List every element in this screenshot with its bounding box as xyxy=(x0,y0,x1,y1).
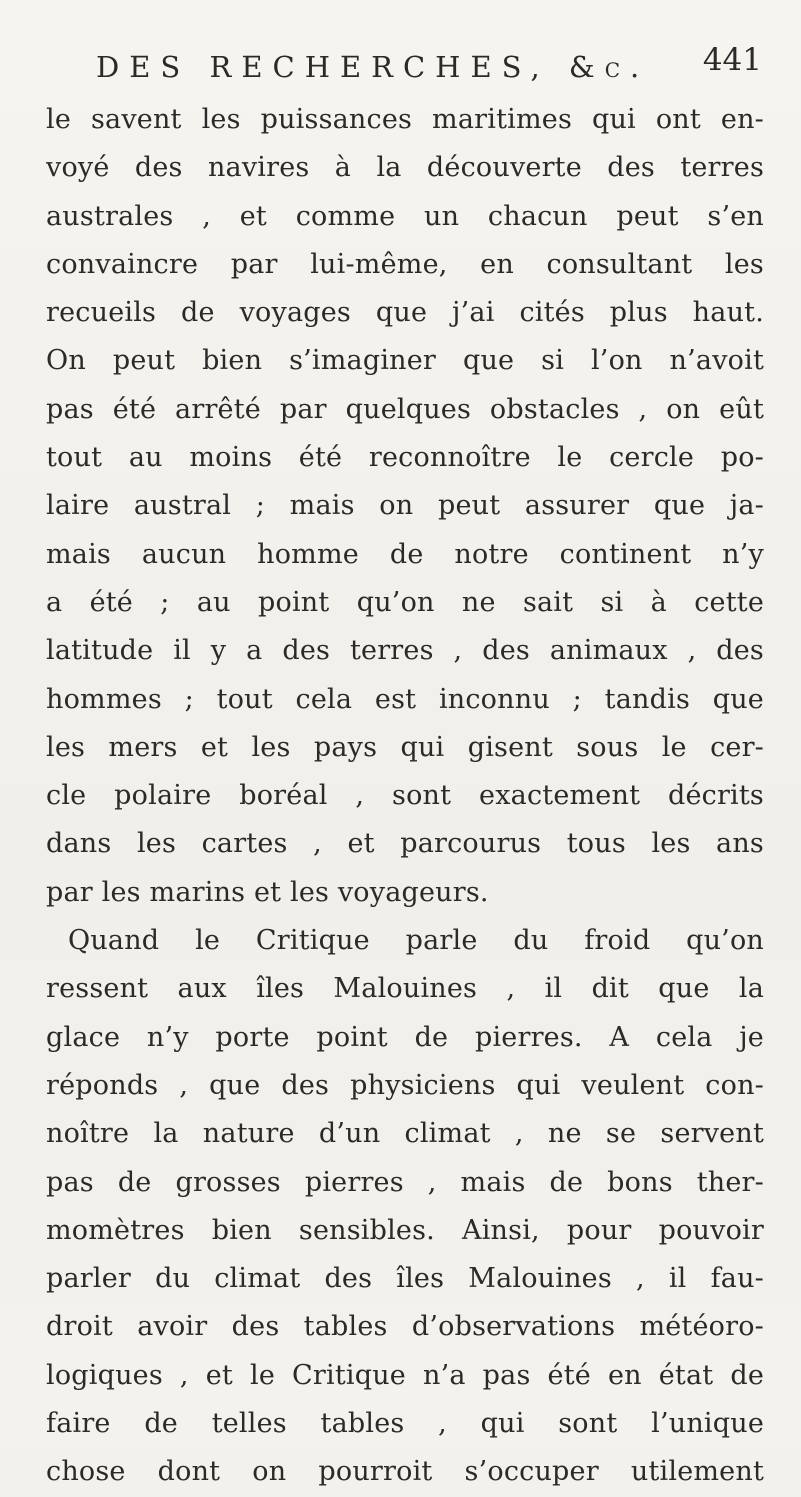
text-line: glace n’y porte point de pierres. A cela je xyxy=(46,1021,764,1053)
text-line: cle polaire boréal , sont exactement décrits xyxy=(46,780,764,812)
text-line: a été ; au point qu’on ne sait si à cette xyxy=(46,586,764,618)
text-line: convaincre par lui-même, en consultant les xyxy=(46,248,764,280)
text-line: mais aucun homme de notre continent n’y xyxy=(46,538,764,570)
running-head-title: DES RECHERCHES, &c. xyxy=(96,50,650,84)
paragraph-start-line: Quand le Critique parle du froid qu’on xyxy=(68,925,764,957)
text-line: latitude il y a des terres , des animaux , des xyxy=(46,635,764,667)
text-line: On peut bien s’imaginer que si l’on n’avoit xyxy=(46,345,764,377)
text-line: le savent les puissances maritimes qui ont en- xyxy=(46,104,764,135)
text-line: parler du climat des îles Malouines , il fau- xyxy=(46,1263,764,1295)
text-line: pas de grosses pierres , mais de bons ther- xyxy=(46,1166,764,1198)
text-line: chose dont on pourroit s’occuper utilement xyxy=(46,1456,764,1488)
text-line: réponds , que des physiciens qui veulent con- xyxy=(46,1069,764,1101)
body-text xyxy=(46,96,764,1497)
text-line: voyé des navires à la découverte des terres xyxy=(46,152,764,184)
page-number: 441 xyxy=(702,42,762,78)
text-line: logiques , et le Critique n’a pas été en état de xyxy=(46,1359,764,1391)
running-head xyxy=(96,42,776,94)
text-line: australes , et comme un chacun peut s’en xyxy=(46,200,764,232)
text-line: dans les cartes , et parcourus tous les ans xyxy=(46,828,764,860)
text-line: droit avoir des tables d’observations météoro- xyxy=(46,1311,764,1343)
text-line: laire austral ; mais on peut assurer que ja- xyxy=(46,490,764,522)
text-line: recueils de voyages que j’ai cités plus haut. xyxy=(46,297,764,329)
text-line: pas été arrêté par quelques obstacles , on eût xyxy=(46,393,764,425)
text-line: noître la nature d’un climat , ne se servent xyxy=(46,1118,764,1150)
text-line: tout au moins été reconnoître le cercle po- xyxy=(46,442,764,474)
text-line: momètres bien sensibles. Ainsi, pour pouvoir xyxy=(46,1214,764,1246)
text-line: hommes ; tout cela est inconnu ; tandis que xyxy=(46,683,764,715)
text-line: faire de telles tables , qui sont l’unique xyxy=(46,1408,764,1440)
paragraph-end-line: par les marins et les voyageurs. xyxy=(46,876,489,908)
text-line: les mers et les pays qui gisent sous le cer- xyxy=(46,731,764,763)
text-line: ressent aux îles Malouines , il dit que la xyxy=(46,973,764,1005)
